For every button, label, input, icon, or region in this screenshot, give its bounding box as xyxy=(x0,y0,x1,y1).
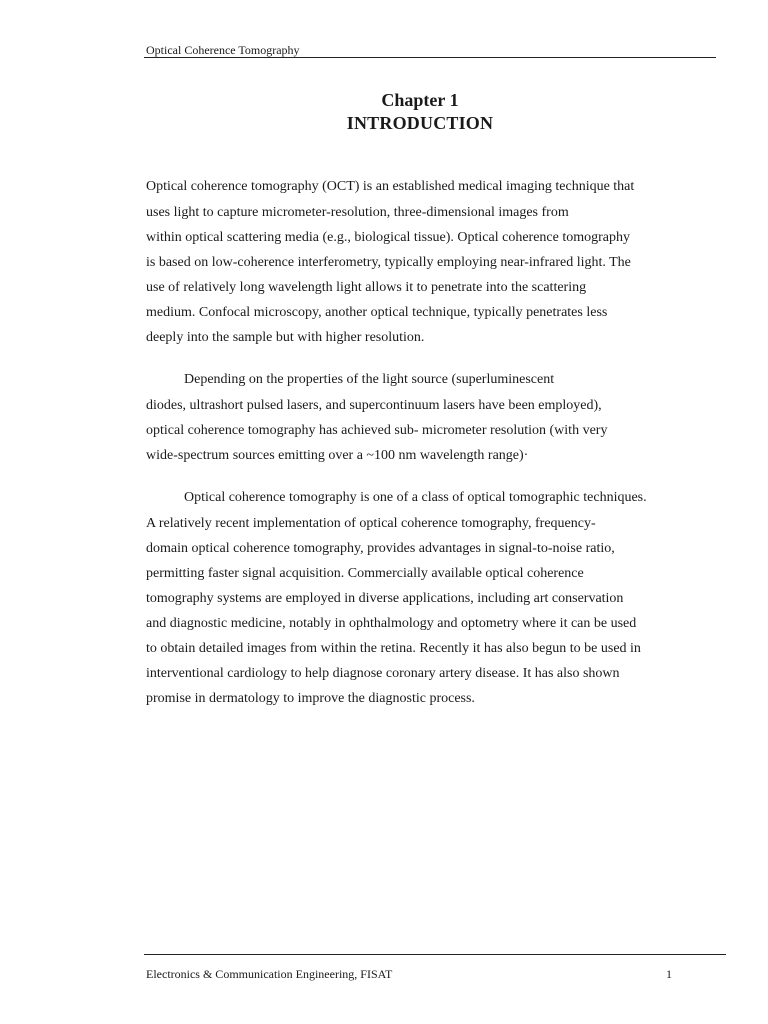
running-header: Optical Coherence Tomography xyxy=(146,43,300,57)
text-line: uses light to capture micrometer-resolution, three-dimensional images from xyxy=(146,205,569,220)
text-line: within optical scattering media (e.g., biological tissue). Optical coherence tomography xyxy=(146,230,631,245)
text-line: promise in dermatology to improve the diagnostic process. xyxy=(146,691,475,706)
text-line: permitting faster signal acquisition. Commercially available optical coherence xyxy=(146,566,584,581)
text-line: use of relatively long wavelength light allows it to penetrate into the scattering xyxy=(146,280,587,295)
chapter-title: INTRODUCTION xyxy=(346,113,494,133)
footer-divider xyxy=(144,954,726,955)
text-line: medium. Confocal microscopy, another optical technique, typically penetrates less xyxy=(146,305,608,320)
text-line: A relatively recent implementation of optical coherence tomography, frequency- xyxy=(146,516,596,531)
text-line: is based on low-coherence interferometry, typically employing near-infrared light. The xyxy=(146,255,631,270)
text-line: tomography systems are employed in diverse applications, including art conservation xyxy=(146,591,624,606)
text-line: Optical coherence tomography (OCT) is an established medical imaging technique that xyxy=(146,179,635,194)
text-line: to obtain detailed images from within the retina. Recently it has also begun to be used in xyxy=(146,641,641,656)
text-line: interventional cardiology to help diagnose coronary artery disease. It has also shown xyxy=(146,666,620,681)
text-line: optical coherence tomography has achieved sub- micrometer resolution (with very xyxy=(146,423,608,438)
text-line: wide-spectrum sources emitting over a ~100 nm wavelength range)· xyxy=(146,448,529,463)
text-line: domain optical coherence tomography, provides advantages in signal-to-noise ratio, xyxy=(146,541,615,556)
chapter-number: Chapter 1 xyxy=(381,90,459,110)
text-line: Depending on the properties of the light source (superluminescent xyxy=(184,372,555,387)
page-number: 1 xyxy=(666,967,672,981)
text-line: deeply into the sample but with higher resolution. xyxy=(146,330,425,345)
text-line: and diagnostic medicine, notably in ophthalmology and optometry where it can be used xyxy=(146,616,637,631)
text-line: diodes, ultrashort pulsed lasers, and supercontinuum lasers have been employed), xyxy=(146,398,602,413)
header-divider xyxy=(144,57,716,58)
footer-department: Electronics & Communication Engineering, FISAT xyxy=(146,967,393,981)
text-line: Optical coherence tomography is one of a class of optical tomographic techniques. xyxy=(184,490,647,505)
